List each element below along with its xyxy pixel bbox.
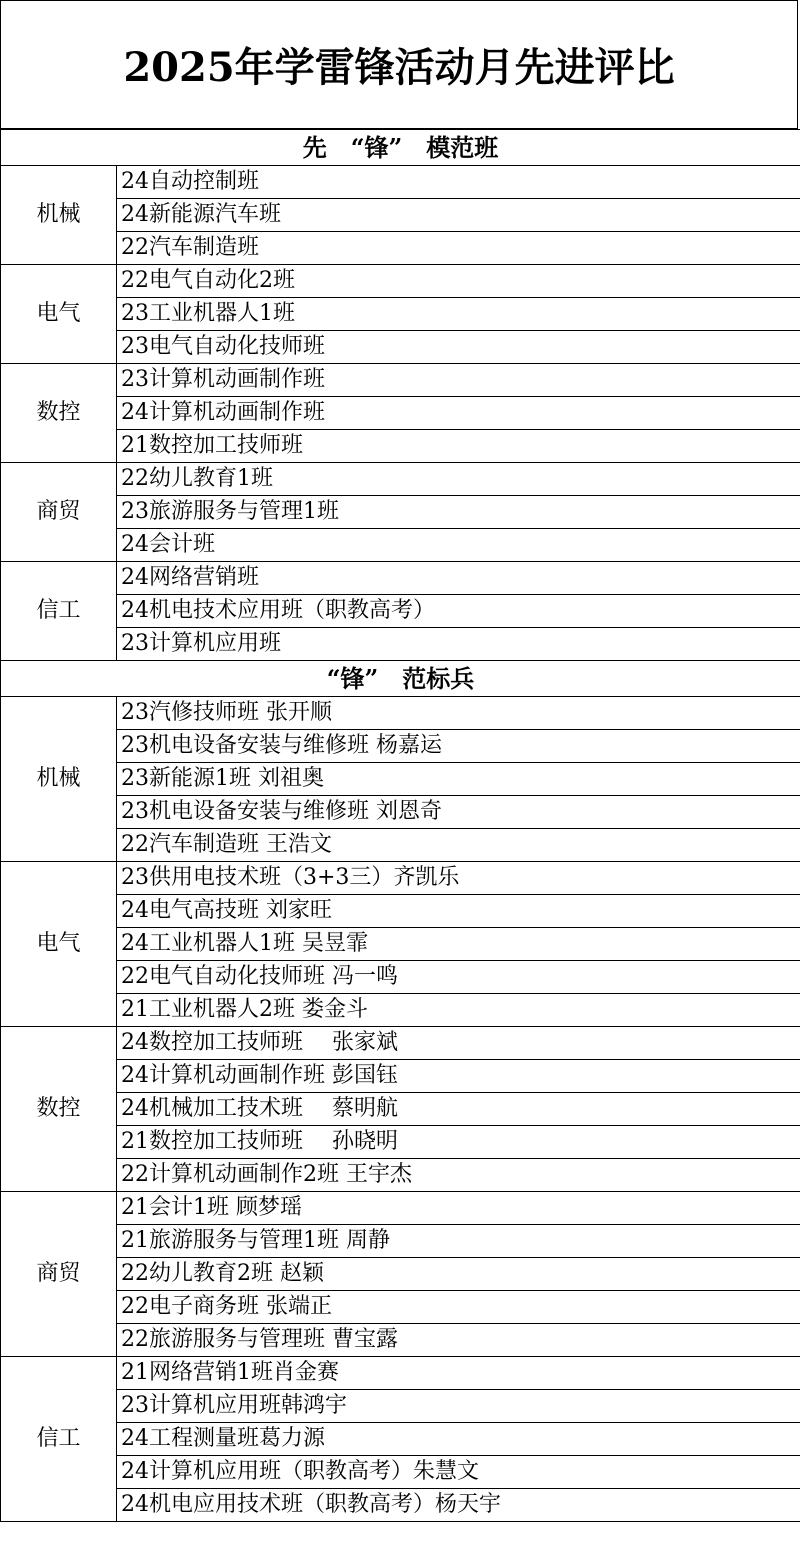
table-row	[1, 595, 800, 628]
award-entry: 23供用电技术班（3+3三）齐凯乐	[117, 862, 800, 895]
award-entry: 23汽修技师班 张开顺	[117, 697, 800, 730]
table-row	[1, 829, 800, 862]
department-cell: 商贸	[1, 1192, 117, 1357]
table-row	[1, 1423, 800, 1456]
table-row	[1, 364, 800, 397]
table-row	[1, 166, 800, 199]
award-entry: 24计算机动画制作班 彭国钰	[117, 1060, 800, 1093]
award-entry: 24自动控制班	[117, 166, 800, 199]
award-entry: 21数控加工技师班 孙晓明	[117, 1126, 800, 1159]
table-row	[1, 1159, 800, 1192]
award-entry: 22计算机动画制作2班 王宇杰	[117, 1159, 800, 1192]
table-row	[1, 628, 800, 661]
award-entry: 22幼儿教育2班 赵颖	[117, 1258, 800, 1291]
award-entry: 21数控加工技师班	[117, 430, 800, 463]
table-row	[1, 1093, 800, 1126]
table-row	[1, 994, 800, 1027]
award-entry: 24计算机应用班（职教高考）朱慧文	[117, 1456, 800, 1489]
table-row	[1, 1192, 800, 1225]
award-entry: 23计算机应用班	[117, 628, 800, 661]
table-row	[1, 1390, 800, 1423]
award-entry: 24机电应用技术班（职教高考）杨天宇	[117, 1489, 800, 1522]
department-cell: 电气	[1, 265, 117, 364]
award-entry: 23新能源1班 刘祖奥	[117, 763, 800, 796]
table-row	[1, 928, 800, 961]
table-row	[1, 1324, 800, 1357]
award-entry: 23旅游服务与管理1班	[117, 496, 800, 529]
award-entry: 22汽车制造班	[117, 232, 800, 265]
table-row	[1, 331, 800, 364]
award-entry: 24机械加工技术班 蔡明航	[117, 1093, 800, 1126]
award-table	[0, 129, 800, 1522]
table-row	[1, 199, 800, 232]
section-heading: “锋” 范标兵	[1, 661, 800, 697]
table-row	[1, 1357, 800, 1390]
award-entry: 22电气自动化技师班 冯一鸣	[117, 961, 800, 994]
award-entry: 22汽车制造班 王浩文	[117, 829, 800, 862]
table-row	[1, 1060, 800, 1093]
department-cell: 信工	[1, 1357, 117, 1522]
award-entry: 23计算机动画制作班	[117, 364, 800, 397]
award-entry: 24工程测量班葛力源	[117, 1423, 800, 1456]
section-header-row	[1, 661, 800, 697]
award-entry: 23工业机器人1班	[117, 298, 800, 331]
table-row	[1, 430, 800, 463]
table-row	[1, 961, 800, 994]
department-cell: 信工	[1, 562, 117, 661]
award-entry: 22电子商务班 张端正	[117, 1291, 800, 1324]
department-cell: 数控	[1, 364, 117, 463]
table-row	[1, 529, 800, 562]
table-row	[1, 1456, 800, 1489]
department-cell: 机械	[1, 166, 117, 265]
award-entry: 21会计1班 顾梦瑶	[117, 1192, 800, 1225]
award-entry: 23电气自动化技师班	[117, 331, 800, 364]
department-cell: 数控	[1, 1027, 117, 1192]
award-entry: 23计算机应用班韩鸿宇	[117, 1390, 800, 1423]
award-entry: 24电气高技班 刘家旺	[117, 895, 800, 928]
table-row	[1, 1258, 800, 1291]
page-title: 2025年学雷锋活动月先进评比	[0, 0, 798, 129]
table-row	[1, 862, 800, 895]
section-heading: 先 “锋” 模范班	[1, 130, 800, 166]
table-row	[1, 763, 800, 796]
table-row	[1, 1291, 800, 1324]
table-row	[1, 730, 800, 763]
table-row	[1, 895, 800, 928]
award-entry: 24计算机动画制作班	[117, 397, 800, 430]
award-entry: 22幼儿教育1班	[117, 463, 800, 496]
award-entry: 24新能源汽车班	[117, 199, 800, 232]
award-entry: 24会计班	[117, 529, 800, 562]
table-row	[1, 1225, 800, 1258]
award-entry: 22电气自动化2班	[117, 265, 800, 298]
award-entry: 21工业机器人2班 娄金斗	[117, 994, 800, 1027]
department-cell: 机械	[1, 697, 117, 862]
table-row	[1, 496, 800, 529]
award-entry: 24数控加工技师班 张家斌	[117, 1027, 800, 1060]
table-row	[1, 1027, 800, 1060]
table-row	[1, 1126, 800, 1159]
award-entry: 22旅游服务与管理班 曹宝露	[117, 1324, 800, 1357]
table-row	[1, 463, 800, 496]
table-row	[1, 298, 800, 331]
award-entry: 24网络营销班	[117, 562, 800, 595]
table-row	[1, 397, 800, 430]
table-row	[1, 265, 800, 298]
table-row	[1, 1489, 800, 1522]
section-header-row	[1, 130, 800, 166]
award-entry: 23机电设备安装与维修班 杨嘉运	[117, 730, 800, 763]
table-row	[1, 796, 800, 829]
award-entry: 21网络营销1班肖金赛	[117, 1357, 800, 1390]
table-row	[1, 232, 800, 265]
award-entry: 24机电技术应用班（职教高考）	[117, 595, 800, 628]
award-entry: 24工业机器人1班 吴昱霏	[117, 928, 800, 961]
department-cell: 电气	[1, 862, 117, 1027]
table-row	[1, 697, 800, 730]
table-row	[1, 562, 800, 595]
award-entry: 23机电设备安装与维修班 刘恩奇	[117, 796, 800, 829]
department-cell: 商贸	[1, 463, 117, 562]
award-entry: 21旅游服务与管理1班 周静	[117, 1225, 800, 1258]
